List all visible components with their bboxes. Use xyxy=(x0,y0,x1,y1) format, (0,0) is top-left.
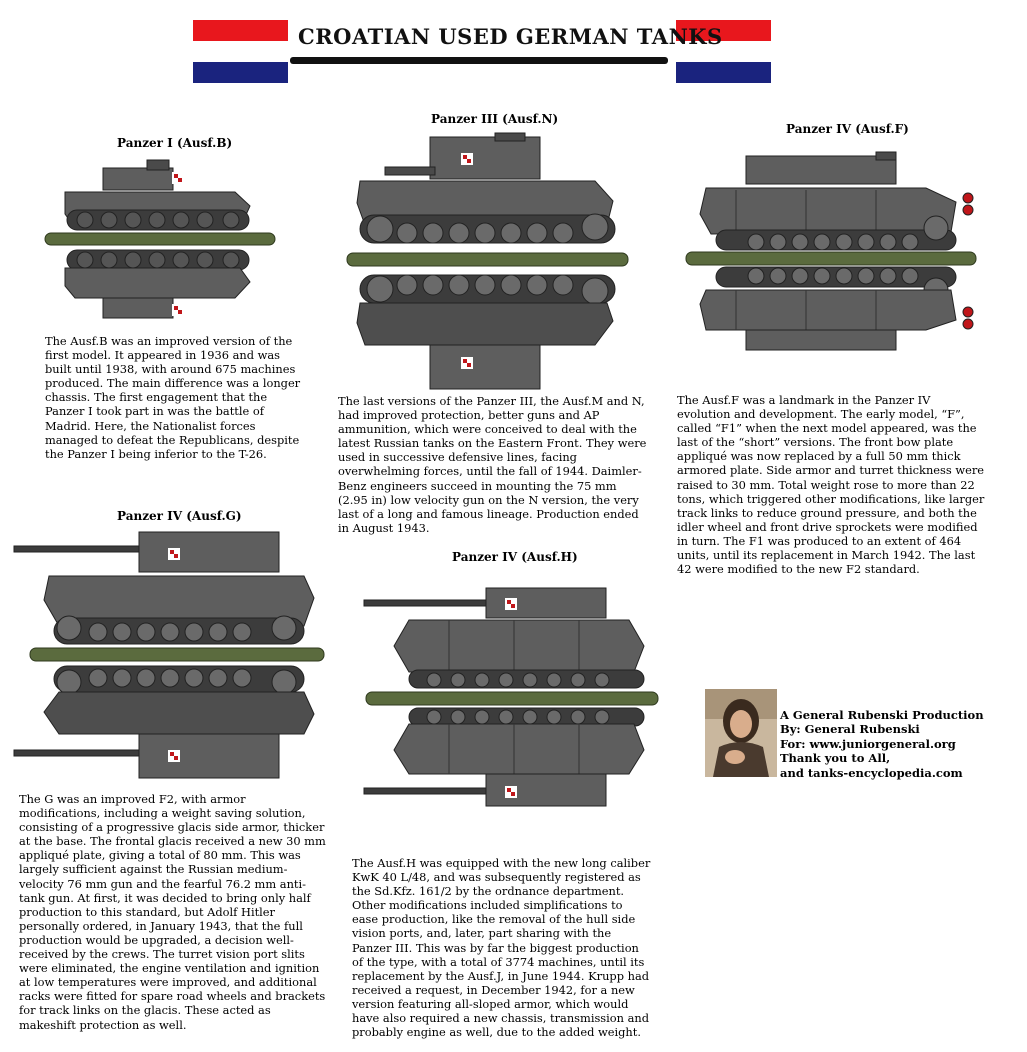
vehicle-name-panzer-iii: Panzer III (Ausf.N) xyxy=(431,112,559,126)
vehicle-name-panzer-iv-g: Panzer IV (Ausf.G) xyxy=(117,509,242,523)
description-panzer-iv-g: The G was an improved F2, with armor modifications, including a weight saving solution, consisting of a progressive glacis side armor, thicker at the base. The frontal glacis received a new 30 mm appliqué plate, giving a total of 80 mm. This was largely sufficient against the Russian medium-velocity 76 mm gun and the fearful 76.2 mm anti-tank gun. At first, it was decided to bring only half production to this standard, but Adolf Hitler personally ordered, in January 1943, that the full production would be upgraded, a decision well-received by the crews. The turret vision port slits were eliminated, the engine ventilation and ignition at low temperatures were improved, and additional racks were fitted for spare road wheels and brackets for track links on the glacis. These acted as makeshift protection as well. xyxy=(19,792,326,1032)
description-panzer-iv-h: The Ausf.H was equipped with the new long caliber KwK 40 L/48, and was subsequently registered as the Sd.Kfz. 161/2 by the ordnance department. Other modifications included simplifications to ease production, like the removal of the hull side vision ports, and, later, part sharing with the Panzer III. This was by far the biggest production of the type, with a total of 3774 machines, until its replacement by the Ausf.J, in June 1944. Krupp had received a request, in December 1942, for a new version featuring all-sloped armor, which would have also required a new chassis, transmission and probably engine as well, due to the added weight. xyxy=(352,856,651,1040)
page-title: CROATIAN USED GERMAN TANKS xyxy=(298,24,723,49)
panzer-iii-illustration xyxy=(345,133,630,395)
credits-source: and tanks-encyclopedia.com xyxy=(780,765,963,780)
panzer-iv-f-illustration xyxy=(686,152,976,352)
vehicle-name-panzer-iv-h: Panzer IV (Ausf.H) xyxy=(452,550,578,564)
author-photo xyxy=(705,689,777,777)
credits-block xyxy=(780,708,984,780)
credits-production: A General Rubenski Production xyxy=(780,708,984,722)
description-panzer-i: The Ausf.B was an improved version of the first model. It appeared in 1936 and was built until 1938, with around 675 machines produced. The main difference was a longer chassis. The first engagement that the Panzer I took part in was the battle of Madrid. Here, the Nationalist forces managed to defeat the Republicans, despite the Panzer I being inferior to the T-26. xyxy=(45,334,301,461)
description-panzer-iv-f: The Ausf.F was a landmark in the Panzer IV evolution and development. The early model, “F”, called “F1” when the next model appeared, was the last of the “short” versions. The front bow plate appliqué was now replaced by a full 50 mm thick armored plate. Side armor and turret thickness were raised to 30 mm. Total weight rose to more than 22 tons, which triggered other modifications, like larger track links to reduce ground pressure, and both the idler wheel and front drive sprockets were modified in turn. The F1 was produced to an extent of 464 units, until its replacement in March 1942. The last 42 were modified to the new F2 standard. xyxy=(677,393,985,577)
vehicle-name-panzer-iv-f: Panzer IV (Ausf.F) xyxy=(786,122,909,136)
credits-site: For: www.juniorgeneral.org xyxy=(780,736,956,751)
credits-author: By: General Rubenski xyxy=(780,722,920,737)
credits-thanks: Thank you to All, xyxy=(780,751,891,766)
vehicle-name-panzer-i: Panzer I (Ausf.B) xyxy=(117,136,233,150)
description-panzer-iii: The last versions of the Panzer III, the Ausf.M and N, had improved protection, better guns and AP ammunition, which were conceived to deal with the latest Russian tanks on the Eastern Front. They were used in successive defensive lines, facing overwhelming forces, until the fall of 1944. Daimler-Benz engineers succeed in mounting the 75 mm (2.95 in) low velocity gun on the N version, the very last of a long and famous lineage. Production ended in August 1943. xyxy=(338,394,647,535)
panzer-i-illustration xyxy=(45,158,275,323)
panzer-iv-h-illustration xyxy=(354,574,659,809)
panzer-iv-g-illustration xyxy=(14,528,324,784)
croatian-flag-left xyxy=(193,20,288,83)
title-underline xyxy=(290,57,668,64)
